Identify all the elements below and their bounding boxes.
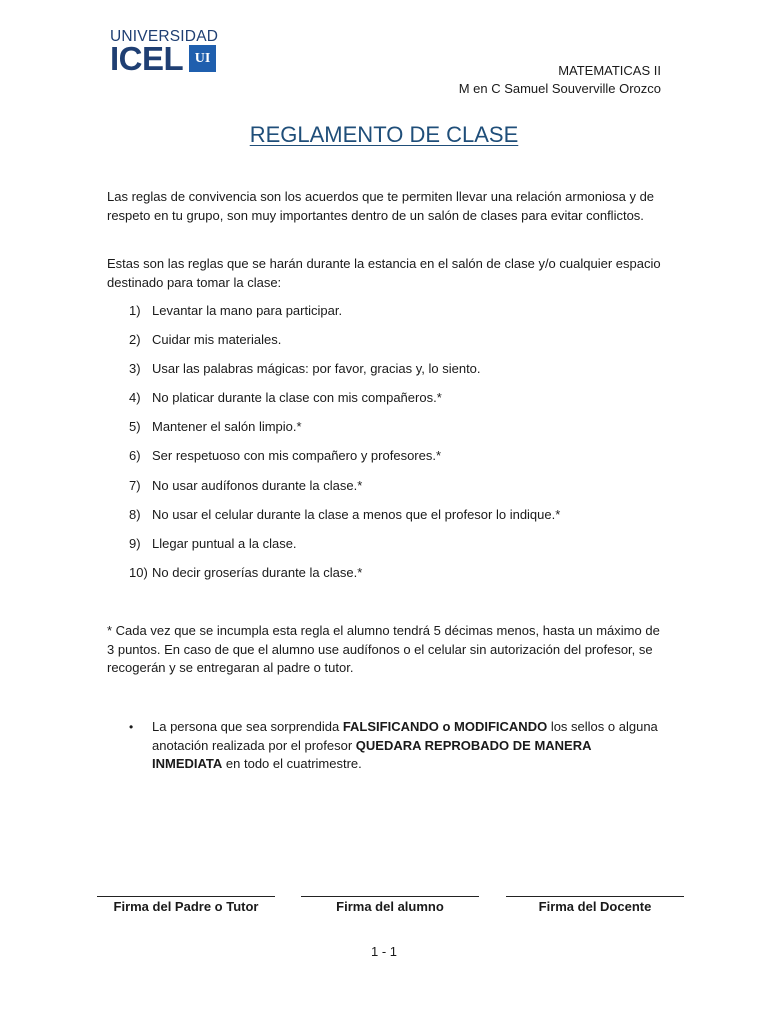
- rule-number: 1): [129, 303, 141, 318]
- intro-paragraph: Las reglas de convivencia son los acuerdos que te permiten llevar una relación armoniosa y de respeto en tu grupo, son muy importantes dentro de un salón de clases para evitar conflictos.: [107, 189, 655, 223]
- logo-main-text: ICEL: [110, 40, 184, 77]
- page-title: REGLAMENTO DE CLASE: [249, 122, 519, 147]
- list-item: [129, 447, 669, 476]
- penalty-note: * Cada vez que se incumpla esta regla el alumno tendrá 5 décimas menos, hasta un máximo de 3 puntos. En caso de que el alumno use audífonos o el celular sin autorización del profesor, se recogerán y se entregaran al padre o tutor.: [107, 623, 660, 675]
- logo-badge: UI: [189, 45, 216, 72]
- warning-text: La persona que sea sorprendida FALSIFICANDO o MODIFICANDO los sellos o alguna anotación realizada por el profesor QUEDARA REPROBADO DE MANERA INMEDIATA en todo el cuatrimestre.: [152, 719, 658, 771]
- rule-text: No platicar durante la clase con mis compañeros.*: [152, 390, 442, 406]
- rule-number: 5): [129, 419, 141, 435]
- rule-number: 3): [129, 361, 141, 377]
- rule-number: 7): [129, 477, 141, 493]
- rule-text: Levantar la mano para participar.: [152, 303, 343, 318]
- list-item: [129, 302, 669, 331]
- rule-text: No usar audífonos durante la clase.*: [152, 477, 363, 493]
- warning-bullet: [129, 718, 664, 774]
- document-header: [459, 62, 661, 98]
- list-item: [129, 360, 669, 389]
- rule-text: No decir groserías durante la clase.*: [152, 564, 363, 580]
- teacher-name: M en C Samuel Souverville Orozco: [458, 81, 661, 96]
- rule-text: Llegar puntual a la clase.: [152, 535, 297, 551]
- list-item: [129, 477, 669, 506]
- list-item: [129, 506, 669, 535]
- rule-number: 10): [129, 564, 148, 580]
- page-number: 1 - 1: [370, 944, 397, 959]
- list-item: [129, 418, 669, 447]
- bullet-icon: •: [129, 720, 134, 734]
- lead-paragraph: Estas son las reglas que se harán durante la estancia en el salón de clase y/o cualquier espacio destinado para tomar la clase:: [107, 256, 661, 290]
- university-logo: [110, 28, 220, 76]
- warning-bold-falsify: FALSIFICANDO o MODIFICANDO: [342, 719, 548, 734]
- rule-text: Usar las palabras mágicas: por favor, gracias y, lo siento.: [152, 361, 481, 377]
- rule-number: 9): [129, 535, 141, 551]
- rule-text: No usar el celular durante la clase a menos que el profesor lo indique.*: [152, 506, 561, 522]
- rule-text: Mantener el salón limpio.*: [152, 419, 302, 435]
- signature-parent: Firma del Padre o Tutor: [97, 896, 275, 914]
- rule-number: 2): [129, 332, 141, 348]
- logo-top-text: UNIVERSIDAD: [110, 28, 219, 45]
- rule-number: 4): [129, 390, 141, 406]
- course-name: MATEMATICAS II: [558, 63, 661, 78]
- list-item: [129, 535, 669, 564]
- rule-number: 8): [129, 506, 141, 522]
- list-item: [129, 564, 669, 593]
- rule-number: 6): [129, 448, 141, 464]
- signature-student: Firma del alumno: [301, 896, 479, 914]
- rule-text: Cuidar mis materiales.: [152, 332, 282, 348]
- signature-teacher: Firma del Docente: [506, 896, 684, 914]
- rules-list: [129, 302, 669, 593]
- list-item: [129, 331, 669, 360]
- rule-text: Ser respetuoso con mis compañero y profesores.*: [152, 448, 442, 464]
- warning-bold-fail: QUEDARA REPROBADO DE MANERA INMEDIATA: [152, 737, 592, 771]
- list-item: [129, 389, 669, 418]
